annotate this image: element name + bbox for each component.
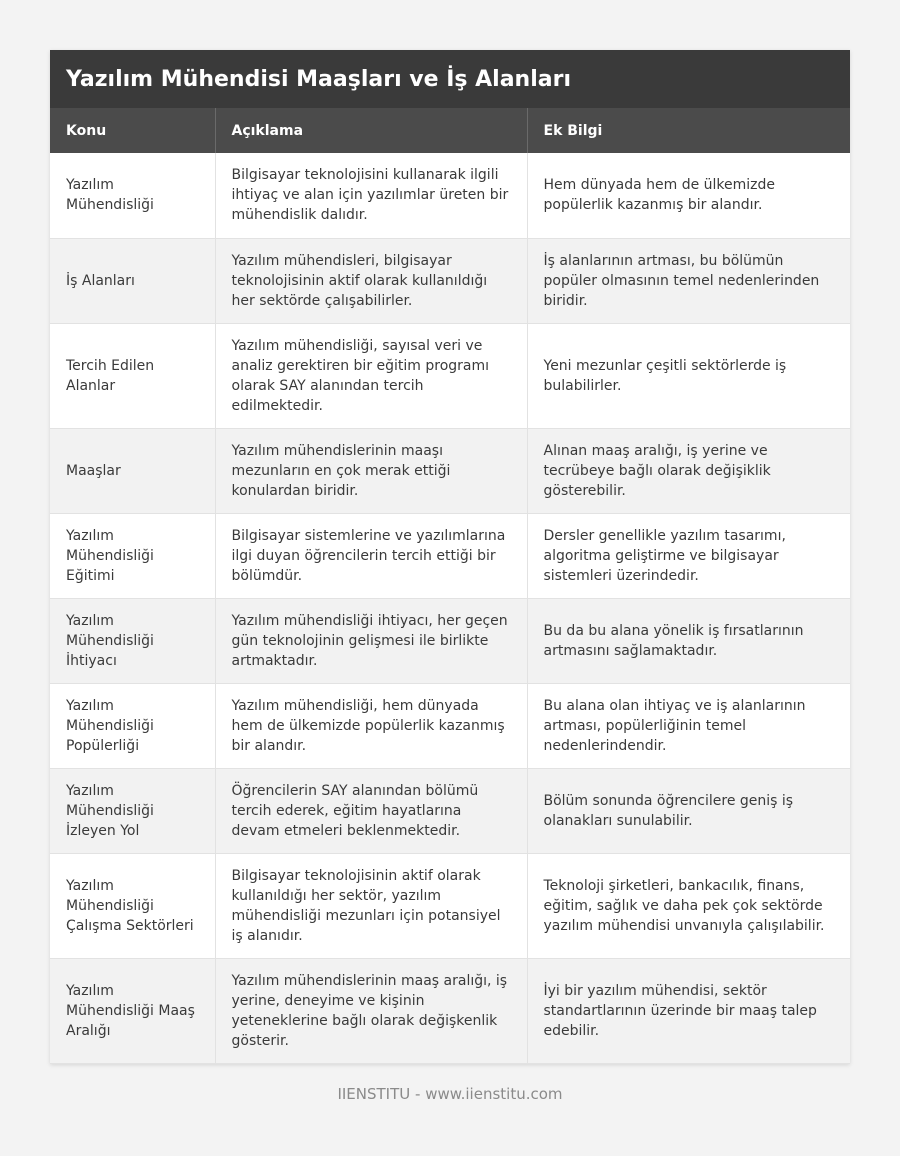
cell-ek-bilgi: Yeni mezunlar çeşitli sektörlerde iş bulabilirler. xyxy=(527,323,850,428)
table-row xyxy=(50,513,850,598)
cell-konu: Yazılım Mühendisliği Maaş Aralığı xyxy=(50,958,215,1063)
cell-aciklama: Yazılım mühendisliği ihtiyacı, her geçen gün teknolojinin gelişmesi ile birlikte artmaktadır. xyxy=(215,598,527,683)
cell-aciklama: Bilgisayar teknolojisini kullanarak ilgili ihtiyaç ve alan için yazılımlar üreten bir mühendislik dalıdır. xyxy=(215,153,527,238)
cell-konu: İş Alanları xyxy=(50,238,215,323)
cell-aciklama: Öğrencilerin SAY alanından bölümü tercih ederek, eğitim hayatlarına devam etmeleri beklenmektedir. xyxy=(215,768,527,853)
cell-ek-bilgi: İş alanlarının artması, bu bölümün popüler olmasının temel nedenlerinden biridir. xyxy=(527,238,850,323)
cell-ek-bilgi: Bu alana olan ihtiyaç ve iş alanlarının artması, popülerliğinin temel nedenlerindendir. xyxy=(527,683,850,768)
cell-aciklama: Yazılım mühendislerinin maaş aralığı, iş yerine, deneyime ve kişinin yeteneklerine bağlı olarak değişkenlik gösterir. xyxy=(215,958,527,1063)
cell-ek-bilgi: İyi bir yazılım mühendisi, sektör standartlarının üzerinde bir maaş talep edebilir. xyxy=(527,958,850,1063)
footer-credit: IIENSTITU - www.iienstitu.com xyxy=(337,1085,563,1103)
table-row xyxy=(50,768,850,853)
cell-konu: Yazılım Mühendisliği İzleyen Yol xyxy=(50,768,215,853)
table-row xyxy=(50,853,850,958)
cell-konu: Tercih Edilen Alanlar xyxy=(50,323,215,428)
header-row xyxy=(50,108,850,153)
table-row xyxy=(50,958,850,1063)
cell-konu: Yazılım Mühendisliği İhtiyacı xyxy=(50,598,215,683)
cell-aciklama: Yazılım mühendislerinin maaşı mezunların en çok merak ettiği konulardan biridir. xyxy=(215,428,527,513)
cell-ek-bilgi: Dersler genellikle yazılım tasarımı, algoritma geliştirme ve bilgisayar sistemleri üzerindedir. xyxy=(527,513,850,598)
cell-konu: Yazılım Mühendisliği Çalışma Sektörleri xyxy=(50,853,215,958)
table-row xyxy=(50,598,850,683)
table-title: Yazılım Mühendisi Maaşları ve İş Alanları xyxy=(50,50,850,108)
cell-ek-bilgi: Alınan maaş aralığı, iş yerine ve tecrübeye bağlı olarak değişiklik gösterebilir. xyxy=(527,428,850,513)
table-row xyxy=(50,238,850,323)
cell-aciklama: Yazılım mühendisleri, bilgisayar teknolojisinin aktif olarak kullanıldığı her sektörde çalışabilirler. xyxy=(215,238,527,323)
table-row xyxy=(50,323,850,428)
cell-konu: Maaşlar xyxy=(50,428,215,513)
column-header-konu: Konu xyxy=(50,108,215,153)
cell-konu: Yazılım Mühendisliği Eğitimi xyxy=(50,513,215,598)
cell-ek-bilgi: Bölüm sonunda öğrencilere geniş iş olanakları sunulabilir. xyxy=(527,768,850,853)
cell-aciklama: Yazılım mühendisliği, hem dünyada hem de ülkemizde popülerlik kazanmış bir alandır. xyxy=(215,683,527,768)
cell-ek-bilgi: Bu da bu alana yönelik iş fırsatlarının artmasını sağlamaktadır. xyxy=(527,598,850,683)
table-row xyxy=(50,428,850,513)
cell-aciklama: Bilgisayar sistemlerine ve yazılımlarına ilgi duyan öğrencilerin tercih ettiği bir bölümdür. xyxy=(215,513,527,598)
cell-aciklama: Bilgisayar teknolojisinin aktif olarak kullanıldığı her sektör, yazılım mühendisliği mezunları için potansiyel iş alanıdır. xyxy=(215,853,527,958)
cell-konu: Yazılım Mühendisliği Popülerliği xyxy=(50,683,215,768)
cell-ek-bilgi: Hem dünyada hem de ülkemizde popülerlik kazanmış bir alandır. xyxy=(527,153,850,238)
table-row xyxy=(50,683,850,768)
column-header-aciklama: Açıklama xyxy=(215,108,527,153)
cell-aciklama: Yazılım mühendisliği, sayısal veri ve analiz gerektiren bir eğitim programı olarak SAY alanından tercih edilmektedir. xyxy=(215,323,527,428)
table-row xyxy=(50,153,850,238)
cell-konu: Yazılım Mühendisliği xyxy=(50,153,215,238)
cell-ek-bilgi: Teknoloji şirketleri, bankacılık, finans, eğitim, sağlık ve daha pek çok sektörde yazılım mühendisi unvanıyla çalışılabilir. xyxy=(527,853,850,958)
data-table xyxy=(50,108,850,1064)
table-card xyxy=(50,50,850,1064)
column-header-ek-bilgi: Ek Bilgi xyxy=(527,108,850,153)
